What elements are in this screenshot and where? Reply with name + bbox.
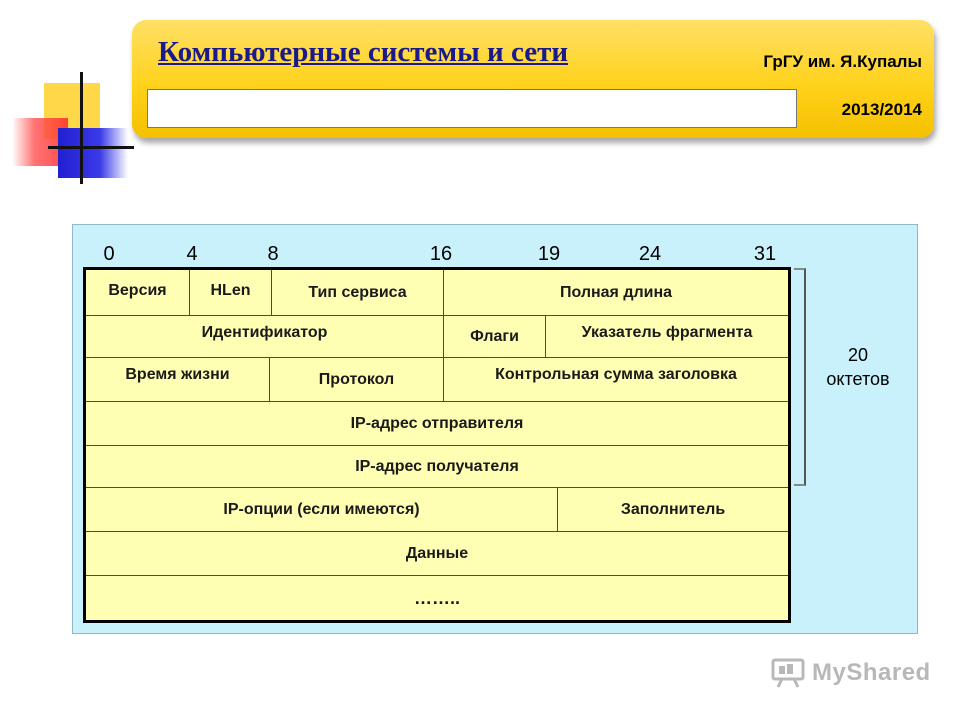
myshared-logo-icon <box>770 657 806 689</box>
decor-horizontal-line <box>48 146 134 149</box>
field-ttl: Время жизни <box>86 358 270 402</box>
field-data: Данные <box>86 532 788 576</box>
header-size-label: 20 октетов <box>826 345 890 389</box>
field-padding: Заполнитель <box>558 488 788 532</box>
bit-position-label: 4 <box>186 243 198 265</box>
field-total-length: Полная длина <box>444 270 788 316</box>
university-name: ГрГУ им. Я.Купалы <box>763 52 922 71</box>
bit-position-label: 16 <box>429 243 453 265</box>
field-protocol: Протокол <box>270 358 444 402</box>
header-text-box <box>147 89 797 128</box>
page-title[interactable]: Компьютерные системы и сети <box>158 36 569 68</box>
field-dest-ip: IP-адрес получателя <box>86 446 788 488</box>
header-size-bracket <box>794 268 806 486</box>
bit-position-label: 31 <box>753 243 777 265</box>
field-source-ip: IP-адрес отправителя <box>86 402 788 446</box>
field-identifier: Идентификатор <box>86 316 444 358</box>
bit-position-label: 24 <box>638 243 662 265</box>
field-ip-options: IP-опции (если имеются) <box>86 488 558 532</box>
ip-header-table <box>83 267 791 623</box>
bit-position-label: 19 <box>537 243 561 265</box>
field-ellipsis: …….. <box>413 587 460 608</box>
bit-position-label: 0 <box>103 243 115 265</box>
field-header-checksum: Контрольная сумма заголовка <box>444 358 788 402</box>
field-version: Версия <box>86 270 190 316</box>
bit-position-label: 8 <box>267 243 279 265</box>
watermark <box>770 657 931 689</box>
academic-year: 2013/2014 <box>841 100 922 119</box>
field-fragment-offset: Указатель фрагмента <box>546 316 788 358</box>
watermark-text: MyShared <box>812 659 931 686</box>
decor-vertical-line <box>80 72 83 184</box>
decor-blue-square <box>58 128 128 178</box>
field-flags: Флаги <box>444 316 546 358</box>
field-hlen: HLen <box>190 270 272 316</box>
field-service-type: Тип сервиса <box>272 270 444 316</box>
